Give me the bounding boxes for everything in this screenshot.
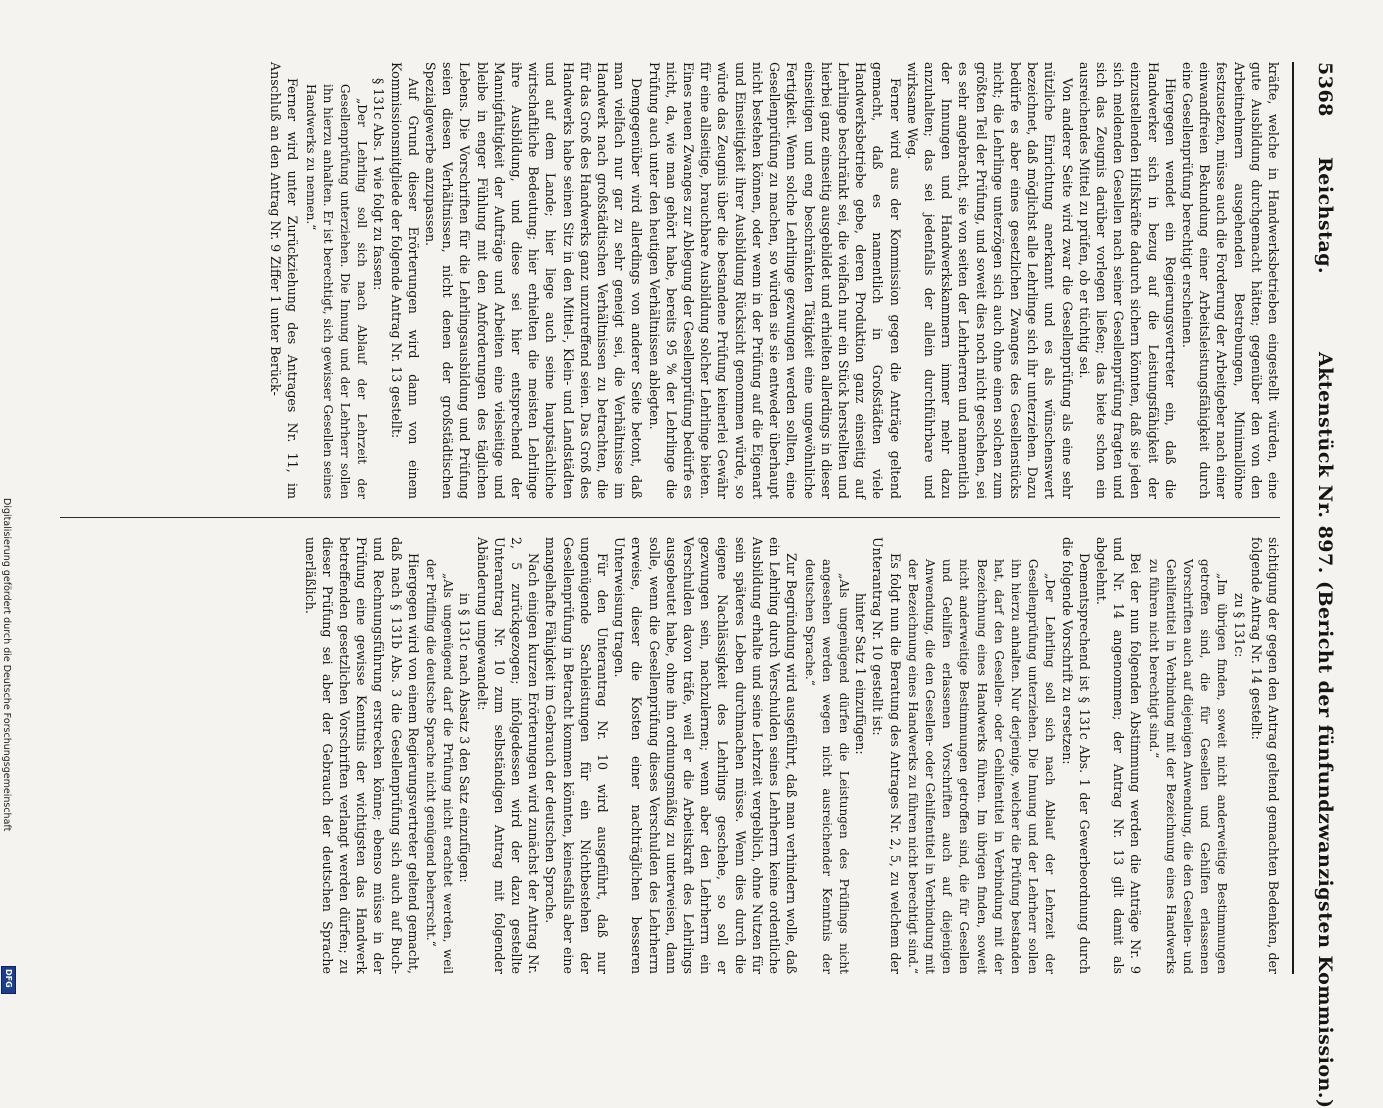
page-number: 5368 [1314,62,1336,117]
paragraph: „Der Lehrling soll sich nach Ablauf der Lehrzeit der Gesellenprüfung unterziehen. Die Innung und der Lehrherr sollen ihn hierzu anhalten. Er ist berechtigt, sich gewisser Gesellen seines Handwerks zu nennen.“ [303,84,370,499]
left-column [267,62,1282,499]
paragraph: Für den Unterantrag Nr. 10 wird ausgeführt, daß nur ungenügende Sachleistungen für ein Nichtbestehen der Gesellenprüfung in Betracht kommen könnten, keinesfalls aber eine mangelhafte Fähigkeit im Gebrauch der deutschen Sprache. [543,537,611,974]
paragraph: kräfte, welche in Handwerksbetrieben eingestellt würden, eine gute Ausbildung durchgemacht hätten; gegenüber den von den Arbeitnehmern ausgehenden Bestrebungen, Minimallöhne festzusetzen, müsse auch die Forderung der Arbeitgeber nach einer einwandfreien Bekundung einer Arbeitsleistungsfähigkeit durch eine Gesellenprüfung berechtigt erscheinen. [1179,62,1281,499]
paragraph: Bei der nun folgenden Abstimmung werden die Anträge Nr. 9 und Nr. 14 angenommen; der Antrag Nr. 13 gilt damit als abgelehnt. [1093,537,1144,974]
dfg-logo [1,966,16,994]
dfg-logo-text: DFG [4,969,13,988]
paragraph: Zur Begründung wird ausgeführt, daß man verhindern wolle, daß ein Lehrling durch Verschulden seines Lehrherrn keine ordentliche Ausbildung erhalte und seine Lehrzeit vergeblich, ohne Nutzen für sein späteres Leben durchmachen müsse. Wenn dies durch die eigene Nachlässigkeit des Lehrlings geschehe, so soll er gezwungen sein, nachzulernen; wenn aber den Lehrherrn ein Verschulden davon träfe, weil er die Arbeitskraft des Lehrlings ausgebeutet habe, ohne ihn ordnungsmäßig zu unterweisen, dann solle, wenn die Gesellenprüfung dieses Verschulden des Lehrherrn erweise, dieser die Kosten einer nachträglichen besseren Unterweisung tragen. [612,537,800,974]
digitization-credit-text: Digitalisierung gefördert durch die Deutsche Forschungsgemeinschaft [1,498,12,832]
paragraph: Demgegenüber wird allerdings von anderer Seite betont, daß man vielfach nur gar zu sehr geneigt sei, die Verhältnisse im Handwerk nach großstädtischen Verhältnissen zu betrachten, die für das Groß des Handwerks ganz unzutreffend seien. Das Groß des Handwerks habe seinen Sitz in den Mittel-, Klein- und Landstädten und auf dem Lande; hier liege auch seine hauptsächliche wirtschaftliche Bedeutung; hier erhielten die meisten Lehrlinge ihre Ausbildung, und diese sei hier entsprechend der Mannigfaltigkeit der Aufträge und Arbeiten eine vielseitige und bleibe in enger Fühlung mit den Anforderungen des täglichen Lebens. Die Vorschriften für die Lehrlingsausbildung und Prüfung seien diesen Verhältnissen, nicht denen der großstädtischen Spezialgewerbe anzupassen. [423,62,645,499]
paragraph: „Im übrigen finden, soweit nicht anderweitige Bestimmungen getroffen sind, die für Gesellen und Gehilfen erlassenen Vorschriften auch auf diejenigen Anwendung, die den Gesellen- und Gehilfentitel in Verbindung mit der Bezeichnung eines Handwerks zu führen nicht berechtigt sind.“ [1146,559,1230,974]
periodical-title: Reichstag. [1314,157,1336,275]
paragraph: Ferner wird aus der Kommission gegen die Anträge geltend gemacht, daß es namentlich in Großstädten viele Handwerksbetriebe gebe, deren Produktion ganz einseitig auf Lehrlinge beschränkt sei, die vielfach nur ein Stück herstellten und hierbei ganz einseitig ausgebildet und erhielten allerdings in dieser einseitigen und eng beschränkten Tätigkeit eine ungewöhnliche Fertigkeit. Wenn solche Lehrlinge gezwungen werden sollten, eine Gesellenprüfung zu machen, so würden sie sie entweder überhaupt nicht bestehen können, oder wenn in der Prüfung auf die Eigenart und Einseitigkeit ihrer Ausbildung Rücksicht genommen würde, so würde das Zeugnis über die bestandene Prüfung keinerlei Gewähr für eine allseitige, brauchbare Ausbildung solcher Lehrlinge bieten. Eines neuen Zwanges zur Ablegung der Gesellenprüfung bedürfe es nicht, da, wie man gehört habe, bereits 95 % der Lehrlinge die Prüfung auch unter den heutigen Verhältnissen ablegten. [646,62,903,499]
paragraph: Hiergegen wendet ein Regierungsvertreter ein, daß die Handwerker sich in bezug auf die Leistungsfähigkeit der einzustellenden Hilfskräfte dadurch sichern könnten, daß sie jeden sich meldenden Gesellen nach seiner Gesellenprüfung fragten und sich das Zeugnis darüber vorlegen ließen; das biete schon ein ausreichendes Mittel zu prüfen, ob er tüchtig sei. [1076,62,1178,499]
paragraph: „Der Lehrling soll sich nach Ablauf der Lehrzeit der Gesellenprüfung unterziehen. Die Innung und der Lehrherr sollen ihn hierzu anhalten. Nur derjenige, welcher die Prüfung bestanden hat, darf den Gesellen- oder Gehilfentitel in Verbindung mit der Bezeichnung eines Handwerks führen. Im übrigen finden, soweit nicht anderweitige Bestimmungen getroffen sind, die für Gesellen und Gehilfen erlassenen Vorschriften auch auf diejenigen Anwendung, die den Gesellen- oder Gehilfentitel in Verbindung mit der Bezeichnung eines Handwerks zu führen nicht berechtigt sind.“ [905,559,1058,974]
rotated-document-page [50,62,1340,1108]
paragraph: Nach einigen kurzen Erörterungen wird zunächst der Antrag Nr. 2, 5 zurückgezogen; infolgedessen wird der dazu gestellte Unterantrag Nr. 10 zum selbständigen Antrag mit folgender Abänderung umgewandelt: [474,537,542,974]
paragraph: § 131c Abs. 1 wie folgt zu fassen: [371,78,387,291]
paragraph: „Als ungenügend dürfen die Leistungen des Prüflings nicht angesehen werden wegen nicht ausreichender Kenntnis der deutschen Sprache.“ [802,559,851,974]
document-header: Aktenstück Nr. 897. (Bericht der fünfundzwanzigsten Kommission.) [1314,352,1336,1108]
paragraph: Hiergegen wird von einem Regierungsvertreter geltend gemacht, daß nach § 131b Abs. 3 die Gesellenprüfung sich auch auf Buch- und Rechnungsführung erstrecken könne; ebenso müsse in der Prüfung eine gewisse Kenntnis der wichtigsten das Handwerk betreffenden gesetzlichen Vorschriften verlangt werden dürfen; zu dieser Prüfung sei aber der Gebrauch der deutschen Sprache unerläßlich. [302,537,421,974]
paragraph: in § 131c nach Absatz 3 den Satz einzufügen: [457,593,473,883]
paragraph: hinter Satz 1 einzufügen: [853,593,869,755]
paragraph: zu § 131c: [1231,593,1247,658]
header-rule [1292,62,1294,974]
right-column [301,537,1282,974]
column-divider [60,517,1280,518]
paragraph: Auf Grund dieser Erörterungen wird dann von einem Kommissionsmitgliede der folgende Antrag Nr. 13 gestellt: [388,62,421,499]
paragraph: „Als ungenügend darf die Prüfung nicht erachtet werden, weil der Prüfling die deutsche Sprache nicht genügend beherrscht.“ [424,559,456,974]
paragraph: Dementsprechend ist § 131c Abs. 1 der Gewerbeordnung durch die folgende Vorschrift zu ersetzen: [1059,537,1092,974]
page-header [1298,62,1336,1108]
paragraph: Ferner wird unter Zurückziehung des Antrages Nr. 11, im Anschluß an den Antrag Nr. 9 Ziffer 1 unter Berück- [268,62,301,499]
paragraph: Es folgt nun die Beratung des Antrages Nr. 2, 5, zu welchem der Unterantrag Nr. 10 gestellt ist: [870,537,903,974]
paragraph: sichtigung der gegen den Antrag geltend gemachten Bedenken, der folgende Antrag Nr. 14 gestellt: [1248,537,1281,974]
paragraph: Von anderer Seite wird zwar die Gesellenprüfung als eine sehr nützliche Einrichtung anerkannt und es als wünschenswert bezeichnet, daß möglichst alle Lehrlinge sich ihr unterziehen. Dazu bedürfe es aber eines gesetzlichen Zwanges des Gesellenstücks nicht; die Lehrlinge unterzögen sich auch ohne einen solchen zum größten Teil der Prüfung, und soweit dies noch nicht geschehen, sei es sehr angebracht, sie von seiten der Lehrherren und namentlich der Innungen und Handwerkskammern immer mehr dazu anzuhalten; das sei jedenfalls der allein durchführbare und wirksame Weg. [904,62,1075,499]
